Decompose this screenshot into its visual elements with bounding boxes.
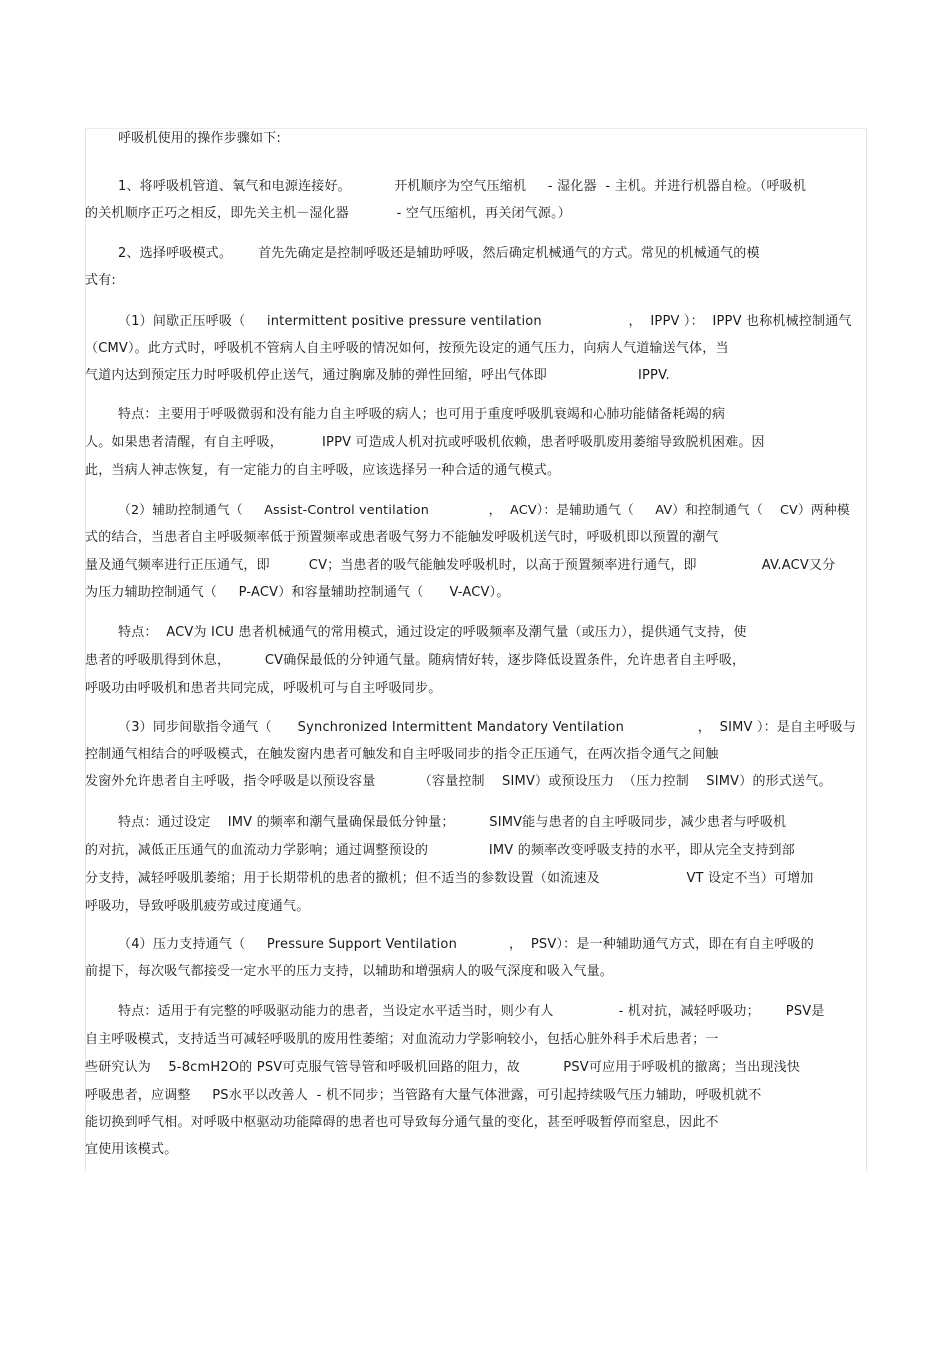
text-line: 些研究认为 5-8cmH2O的 PSV可克服气管导管和呼吸机回路的阻力，故 PSV可应用于呼吸机的撤离；当出现浅快 xyxy=(85,1060,801,1075)
text-line: 人。如果患者清醒，有自主呼吸， IPPV 可造成人机对抗或呼吸机依赖，患者呼吸肌废用萎缩导致脱机困难。因 xyxy=(85,435,765,450)
text-line: 能切换到呼气相。对呼吸中枢驱动功能障碍的患者也可导致每分通气量的变化，甚至呼吸暂停而窒息，因此不 xyxy=(85,1115,719,1130)
text-line: 特点：适用于有完整的呼吸驱动能力的患者，当设定水平适当时，则少有人 - 机对抗，减轻呼吸功； PSV是 xyxy=(118,1004,825,1019)
text-line: 特点： ACV为 ICU 患者机械通气的常用模式，通过设定的呼吸频率及潮气量（或压力），提供通气支持，使 xyxy=(118,625,747,640)
text-line: 控制通气相结合的呼吸模式，在触发窗内患者可触发和自主呼吸同步的指令正压通气，在两次指令通气之间触 xyxy=(85,747,719,762)
text-line: （CMV）。此方式时，呼吸机不管病人自主呼吸的情况如何，按预先设定的通气压力，向病人气道输送气体，当 xyxy=(85,341,729,356)
text-line: 2、选择呼吸模式。 首先先确定是控制呼吸还是辅助呼吸，然后确定机械通气的方式。常见的机械通气的模 xyxy=(118,246,760,261)
text-line: （3）同步间歇指令通气（ Synchronized Intermittent Mandatory Ventilation ， SIMV ）：是自主呼吸与 xyxy=(118,720,857,735)
text-line: 呼吸患者，应调整 PS水平以改善人 - 机不同步；当管路有大量气体泄露，可引起持续吸气压力辅助，呼吸机就不 xyxy=(85,1088,762,1103)
text-line: 的关机顺序正巧之相反，即先关主机－湿化器 - 空气压缩机，再关闭气源。） xyxy=(85,206,571,221)
text-line: （1）间歇正压呼吸（ intermittent positive pressure ventilation ， IPPV ）： IPPV 也称机械控制通气 xyxy=(118,314,852,329)
text-line: 发窗外允许患者自主呼吸，指令呼吸是以预设容量 （容量控制 SIMV）或预设压力 （压力控制 SIMV）的形式送气。 xyxy=(85,774,832,789)
text-line: 前提下，每次吸气都接受一定水平的压力支持，以辅助和增强病人的吸气深度和吸入气量。 xyxy=(85,964,614,979)
text-line: 分支持，减轻呼吸肌萎缩；用于长期带机的患者的撤机；但不适当的参数设置（如流速及 VT 设定不当）可增加 xyxy=(85,871,814,886)
text-line: 呼吸功，导致呼吸肌疲劳或过度通气。 xyxy=(85,899,310,914)
text-line: （2）辅助控制通气（ Assist-Control ventilation ， ACV）：是辅助通气（ AV）和控制通气（ CV）两种模 xyxy=(118,503,850,518)
text-line: 特点：通过设定 IMV 的频率和潮气量确保最低分钟量； SIMV能与患者的自主呼吸同步，减少患者与呼吸机 xyxy=(118,815,787,830)
document-title: 呼吸机使用的操作步骤如下: xyxy=(118,131,281,146)
text-line: （4）压力支持通气（ Pressure Support Ventilation ， PSV）：是一种辅助通气方式，即在有自主呼吸的 xyxy=(118,937,814,952)
text-line: 患者的呼吸肌得到休息， CV确保最低的分钟通气量。随病情好转，逐步降低设置条件，允许患者自主呼吸， xyxy=(85,653,746,668)
text-line: 式有: xyxy=(85,273,116,288)
text-line: 宜使用该模式。 xyxy=(85,1142,178,1157)
text-line: 为压力辅助控制通气（ P-ACV）和容量辅助控制通气（ V-ACV）。 xyxy=(85,585,510,600)
text-line: 呼吸功由呼吸机和患者共同完成，呼吸机可与自主呼吸同步。 xyxy=(85,681,442,696)
text-line: 自主呼吸模式，支持适当可减轻呼吸肌的废用性萎缩；对血流动力学影响较小，包括心脏外科手术后患者；一 xyxy=(85,1032,719,1047)
text-line: 的对抗，减低正压通气的血流动力学影响；通过调整预设的 IMV 的频率改变呼吸支持的水平，即从完全支持到部 xyxy=(85,843,795,858)
text-line: 量及通气频率进行正压通气，即 CV；当患者的吸气能触发呼吸机时，以高于预置频率进行通气，即 AV.ACV又分 xyxy=(85,558,836,573)
text-line: 气道内达到预定压力时呼吸机停止送气，通过胸廓及肺的弹性回缩，呼出气体即 IPPV. xyxy=(85,368,670,383)
text-line: 特点：主要用于呼吸微弱和没有能力自主呼吸的病人；也可用于重度呼吸肌衰竭和心肺功能储备耗竭的病 xyxy=(118,407,726,422)
text-line: 1、将呼吸机管道、氧气和电源连接好。 开机顺序为空气压缩机 - 湿化器 - 主机。并进行机器自检。（呼吸机 xyxy=(118,179,807,194)
text-line: 此，当病人神志恢复，有一定能力的自主呼吸，应该选择另一种合适的通气模式。 xyxy=(85,463,561,478)
text-line: 式的结合，当患者自主呼吸频率低于预置频率或患者吸气努力不能触发呼吸机送气时，呼吸机即以预置的潮气 xyxy=(85,530,719,545)
